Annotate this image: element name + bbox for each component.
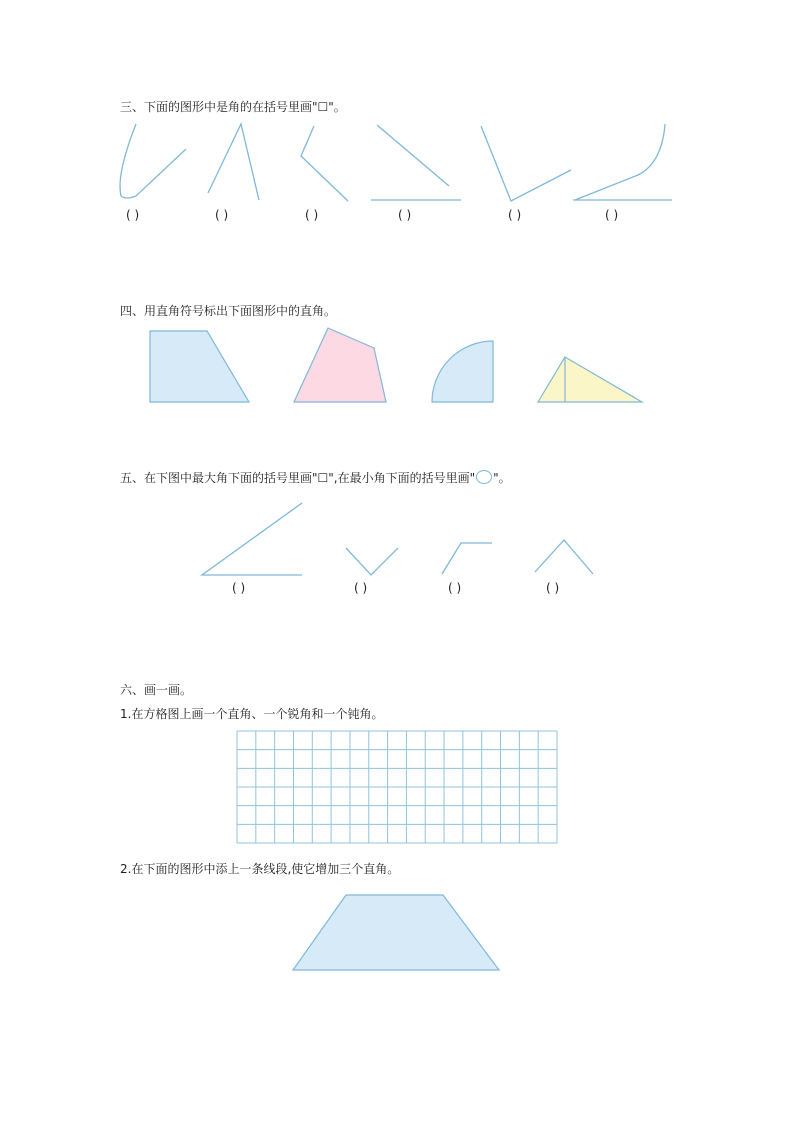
angle-figure-5 [481,126,571,201]
angle-figure-3 [301,126,348,201]
section6-heading: 六、画一画。 [120,683,193,697]
angle-right-v [346,548,398,575]
section4-heading: 四、用直角符号标出下面图形中的直角。 [120,304,337,318]
paren-s3-1[interactable]: ( ) [126,208,140,222]
angle-figure-6 [573,124,672,200]
quarter-circle-shape [432,341,493,402]
circle-symbol-icon [476,470,492,484]
section6-item1: 1.在方格图上画一个直角、一个锐角和一个钝角。 [120,707,384,721]
section6-item2: 2.在下面的图形中添上一条线段,使它增加三个直角。 [120,862,400,876]
angle-obtuse [442,543,492,574]
paren-s3-6[interactable]: ( ) [605,208,619,222]
drawing-trapezoid [293,895,499,970]
triangle-shape [538,357,642,402]
quadrilateral-shape [294,328,386,402]
section5-heading-part-a: 五、在下图中最大角下面的括号里画"☐",在最小角下面的括号里画" [120,471,476,485]
angle-large-acute [202,503,302,575]
paren-s5-4[interactable]: ( ) [546,581,560,595]
angle-figure-1 [120,124,186,198]
paren-s5-3[interactable]: ( ) [448,581,462,595]
section5-heading-part-b: "。 [493,471,511,485]
trapezoid-shape [150,331,249,402]
paren-s3-2[interactable]: ( ) [215,208,229,222]
drawing-grid[interactable] [236,730,558,844]
angle-peak [535,540,593,574]
paren-s3-5[interactable]: ( ) [508,208,522,222]
section5-heading [120,470,511,485]
paren-s5-2[interactable]: ( ) [354,581,368,595]
paren-s3-4[interactable]: ( ) [398,208,412,222]
angle-figure-4 [371,125,461,200]
paren-s5-1[interactable]: ( ) [232,581,246,595]
section3-heading: 三、下面的图形中是角的在括号里画"☐"。 [120,100,346,114]
angle-figure-2 [208,124,259,200]
paren-s3-3[interactable]: ( ) [305,208,319,222]
